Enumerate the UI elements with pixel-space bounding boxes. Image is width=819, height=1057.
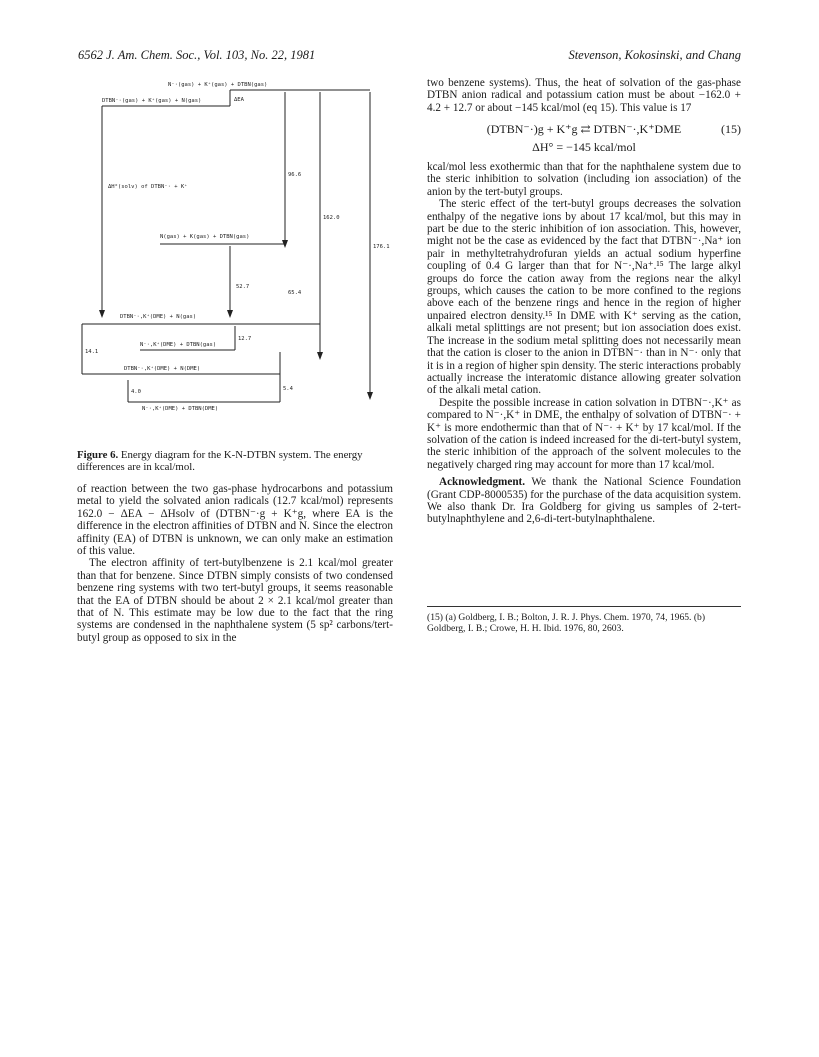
level-label-2: DTBN⁻·(gas) + K⁺(gas) + N(gas) — [102, 98, 202, 104]
figure-caption — [77, 449, 393, 473]
energy-label-12-7: 12.7 — [238, 336, 252, 342]
figure-caption-text: Energy diagram for the K-N-DTBN system. The energy differences are in kcal/mol. — [77, 449, 363, 473]
acknowledgment — [427, 476, 741, 526]
energy-label-162-0: 162.0 — [323, 215, 340, 221]
figure-label: Figure 6. — [77, 449, 119, 461]
energy-label-65-4: 65.4 — [288, 290, 302, 296]
acknowledgment-text: We thank the National Science Foundation (Grant CDP-8000535) for the purchase of the data acquisition system. We also thank Dr. Ira Goldberg for giving us samples of 2-tert-butylnaphthylene and 2,6-di-tert-butylnaphthalene. — [427, 476, 741, 526]
level-label-8: N⁻·,K⁺(DME) + DTBN(DME) — [142, 406, 219, 412]
acknowledgment-label: Acknowledgment. — [439, 476, 526, 489]
paragraph: of reaction between the two gas-phase hydrocarbons and potassium metal to yield the solvated anion radicals (12.7 kcal/mol) represents 162.0 − ΔEA − ΔHsolv of (DTBN⁻·g + K⁺g, where EA is the difference in the electron affinities of DTBN and N. Since the electron affinity (EA) of DTBN is unknown, we can only make an estimation of this value. — [77, 483, 393, 558]
paragraph: kcal/mol less exothermic than that for the naphthalene system due to the steric inhibition to solvation (including ion association) of the anion by the tert-butyl groups. — [427, 161, 741, 198]
level-label-5: DTBN⁻·,K⁺(DME) + N(gas) — [120, 314, 197, 320]
header-authors: Stevenson, Kokosinski, and Chang — [568, 48, 741, 62]
footnote-15: (15) (a) Goldberg, I. B.; Bolton, J. R. J. Phys. Chem. 1970, 74, 1965. (b) Goldberg, I. B.; Crowe, H. H. Ibid. 1976, 80, 2603. — [427, 612, 706, 634]
energy-label-5-4: 5.4 — [283, 386, 293, 392]
energy-label-14-1: 14.1 — [85, 349, 99, 355]
paragraph: Despite the possible increase in cation solvation in DTBN⁻·,K⁺ as compared to N⁻·,K⁺ in DME, the enthalpy of solvation of DTBN⁻· + K⁺ is more endothermic than that of N⁻· + K⁺ by 17 kcal/mol. If the solvation of the cation is indeed increased for the di-tert-butyl system, the steric inhibition of the approach of the solvent molecules to the negatively charged ring may account for more than 17 kcal/mol. — [427, 396, 741, 471]
level-label-3: ΔH°(solv) of DTBN⁻· + K⁺ — [108, 184, 188, 190]
energy-diagram — [80, 76, 400, 446]
equation-line: ΔH° = −145 kcal/mol — [532, 140, 636, 154]
footnote-rule — [427, 606, 741, 607]
right-column-top — [427, 77, 741, 114]
level-label-6: N⁻·,K⁺(DME) + DTBN(gas) — [140, 342, 217, 348]
paragraph: two benzene systems). Thus, the heat of solvation of the gas-phase DTBN anion radical and potassium cation must be about −162.0 + 4.2 + 12.7 or about −145 kcal/mol (eq 15). This value is 17 — [427, 77, 741, 114]
energy-label-4-0: 4.0 — [131, 389, 141, 395]
paragraph: The steric effect of the tert-butyl groups decreases the solvation enthalpy of the negative ions by about 17 kcal/mol, but this may in part be due to the steric inhibition of ion association. This, however, might not be the case as evidenced by the fact that DTBN⁻·,Na⁺ ion pair in methyltetrahydrofuran yields an actual sodium hyperfine coupling of 0.4 G larger than that for N⁻·,Na⁺.¹⁵ The large alkyl groups do force the cation away from the regions near the alkyl groups, which causes the cation to be more confined to the regions above each of the benzene rings and hence in the region of higher unpaired electron density.¹⁵ In DME with K⁺ serving as the cation, alkali metal splittings are not present; but ion association does exist. The increase in the sodium metal splitting does not necessarily mean that the cation is closer to the anion in DTBN⁻· than in N⁻· only that it is in a region of higher spin density. The steric interactions probably actually increase the interatomic distance allowing greater solvation of the alkali metal cation. — [427, 198, 741, 397]
paragraph: The electron affinity of tert-butylbenzene is 2.1 kcal/mol greater than that for benzene. Since DTBN simply consists of two condensed benzene ring systems with two tert-butyl groups, it seems reasonable that the EA of DTBN should be about 2 × 2.1 kcal/mol greater than that of N. This estimate may be low due to the fact that the ring systems are condensed in the naphthalene system (5 sp² carbons/tert-butyl group as opposed to six in the — [77, 557, 393, 644]
energy-label-96-6: 96.6 — [288, 172, 302, 178]
right-column-body — [427, 161, 741, 526]
level-label-7: DTBN⁻·,K⁺(DME) + N(DME) — [124, 366, 201, 372]
left-column — [77, 483, 393, 644]
level-label-1: N⁻·(gas) + K⁺(gas) + DTBN(gas) — [168, 82, 268, 88]
energy-label-52-7: 52.7 — [236, 284, 250, 290]
equation-line: (DTBN⁻·)g + K⁺g ⇄ DTBN⁻·,K⁺DME — [486, 122, 682, 136]
header-citation: 6562 J. Am. Chem. Soc., Vol. 103, No. 22, 1981 — [78, 48, 316, 62]
equation-number: (15) — [721, 122, 741, 136]
energy-label-dea: ΔEA — [234, 97, 244, 103]
energy-label-176-1: 176.1 — [373, 244, 390, 250]
equation-15 — [427, 122, 741, 137]
level-label-4: N(gas) + K(gas) + DTBN(gas) — [160, 234, 250, 240]
equation-enthalpy — [427, 140, 741, 155]
running-header — [78, 48, 741, 64]
